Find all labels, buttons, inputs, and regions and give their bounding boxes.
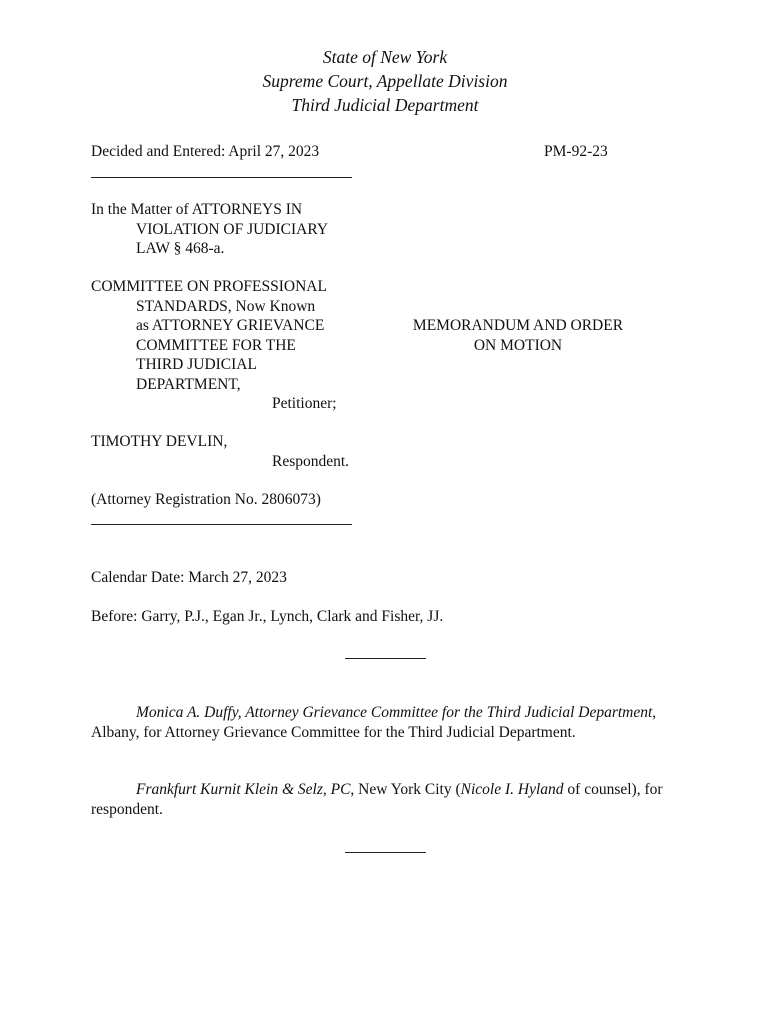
petitioner-line: COMMITTEE FOR THE [136, 336, 296, 354]
petitioner-line: STANDARDS, Now Known [136, 297, 316, 315]
section-divider [345, 852, 426, 853]
counsel-name: Monica A. Duffy, Attorney Grievance Committee for the Third Judicial Department [136, 704, 653, 721]
matter-line: In the Matter of ATTORNEYS IN [91, 201, 303, 218]
case-number: PM-92-23 [544, 143, 608, 160]
panel-before: Before: Garry, P.J., Egan Jr., Lynch, Clark and Fisher, JJ. [91, 608, 444, 625]
respondent-name: TIMOTHY DEVLIN, [91, 433, 228, 450]
court-name: Supreme Court, Appellate Division [262, 71, 508, 91]
court-header [0, 45, 770, 117]
memorandum-title [400, 316, 636, 355]
caption-rule-top [91, 177, 352, 178]
section-divider [345, 658, 426, 659]
counsel-petitioner [91, 703, 681, 742]
memorandum-line: ON MOTION [473, 336, 563, 354]
respondent-role: Respondent. [272, 453, 350, 470]
petitioner-role: Petitioner; [272, 395, 337, 412]
petitioner-caption [91, 277, 361, 394]
memorandum-line: MEMORANDUM AND ORDER [412, 317, 624, 334]
matter-caption [91, 200, 328, 259]
calendar-date: Calendar Date: March 27, 2023 [91, 569, 287, 586]
counsel-respondent [91, 780, 681, 819]
matter-line: LAW § 468-a. [136, 240, 225, 257]
counsel-attorney: Nicole I. Hyland [460, 781, 564, 798]
court-department: Third Judicial Department [291, 95, 479, 115]
court-state: State of New York [322, 47, 448, 67]
registration-number: (Attorney Registration No. 2806073) [91, 491, 321, 508]
counsel-text: of counsel), for respondent. [91, 781, 663, 818]
petitioner-line: DEPARTMENT, [136, 375, 241, 393]
petitioner-line: as ATTORNEY GRIEVANCE [136, 317, 325, 334]
caption-rule-bottom [91, 524, 352, 525]
matter-line: VIOLATION OF JUDICIARY [136, 220, 329, 238]
decided-date: Decided and Entered: April 27, 2023 [91, 143, 320, 160]
petitioner-line: COMMITTEE ON PROFESSIONAL [91, 278, 327, 295]
counsel-text: , New York City ( [350, 781, 461, 798]
counsel-text: , Albany, for Attorney Grievance Committee for the Third Judicial Department. [91, 704, 657, 741]
counsel-firm: Frankfurt Kurnit Klein & Selz, PC [136, 781, 351, 798]
petitioner-line: THIRD JUDICIAL [136, 356, 257, 373]
